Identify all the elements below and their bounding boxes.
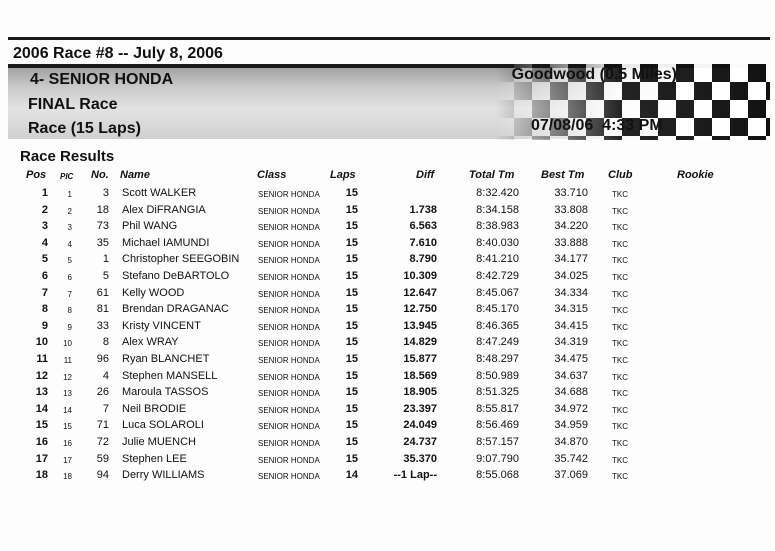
diff-cell: 10.309 (403, 270, 437, 282)
club-cell: TKC (612, 356, 628, 365)
table-row (0, 253, 775, 269)
best-time: 37.069 (554, 469, 588, 482)
number-cell: 71 (96, 419, 109, 432)
driver-name: Luca SOLAROLI (122, 419, 204, 432)
race-time: 4:33 PM (602, 117, 663, 134)
club-cell: TKC (612, 239, 628, 249)
table-row (0, 403, 775, 419)
laps-cell: 15 (345, 369, 358, 382)
club-cell: TKC (612, 372, 628, 382)
class-cell: SENIOR HONDA (258, 223, 320, 233)
laps-cell: 15 (345, 336, 358, 349)
number-cell: 8 (102, 336, 109, 349)
laps-cell: 14 (345, 469, 358, 482)
track-name: Goodwood (0.5 Miles) (511, 66, 677, 83)
number-cell: 1 (102, 253, 109, 266)
best-time: 34.319 (554, 336, 588, 349)
number-cell: 18 (96, 203, 109, 216)
best-time: 33.888 (554, 236, 588, 249)
pos-cell: 6 (41, 270, 48, 282)
best-time: 34.688 (554, 386, 588, 399)
pos-cell: 18 (35, 469, 48, 482)
class-cell: SENIOR HONDA (258, 239, 320, 249)
laps-cell: 15 (345, 436, 358, 448)
diff-cell: 8.790 (409, 253, 437, 266)
pic-cell: 2 (67, 206, 72, 216)
diff-cell: 13.945 (403, 319, 437, 332)
club-cell: TKC (612, 273, 628, 282)
best-time: 33.710 (554, 187, 588, 199)
table-row (0, 336, 775, 352)
best-time: 35.742 (554, 452, 588, 465)
col-pos: Pos (26, 169, 47, 181)
diff-cell: 35.370 (403, 452, 437, 465)
race-date: 07/08/06 (531, 117, 594, 134)
best-time: 34.025 (554, 270, 588, 282)
pos-cell: 3 (41, 220, 48, 233)
total-time: 9:07.790 (476, 452, 519, 465)
class-cell: SENIOR HONDA (258, 289, 320, 299)
class-cell: SENIOR HONDA (258, 273, 320, 282)
col-total: Total Tm (469, 169, 515, 181)
col-laps: Laps (330, 169, 356, 181)
pos-cell: 4 (41, 236, 48, 249)
club-cell: TKC (612, 256, 628, 266)
col-club: Club (608, 169, 633, 181)
club-cell: TKC (612, 439, 628, 448)
total-time: 8:34.158 (476, 203, 519, 216)
pic-cell: 13 (63, 389, 72, 399)
diff-cell: 12.647 (403, 286, 437, 299)
pos-cell: 9 (41, 319, 48, 332)
class-cell: SENIOR HONDA (258, 422, 320, 432)
club-cell: TKC (612, 322, 628, 332)
pic-cell: 3 (67, 223, 72, 233)
class-cell: SENIOR HONDA (258, 372, 320, 382)
race-datetime (531, 117, 663, 135)
class-cell: SENIOR HONDA (258, 322, 320, 332)
pic-cell: 10 (63, 339, 72, 349)
best-time: 33.808 (554, 203, 588, 216)
pos-cell: 15 (35, 419, 48, 432)
laps-cell: 15 (345, 236, 358, 249)
laps-cell: 15 (345, 286, 358, 299)
pos-cell: 13 (35, 386, 48, 399)
laps-cell: 15 (345, 319, 358, 332)
driver-name: Kelly WOOD (122, 286, 185, 299)
table-row (0, 237, 775, 253)
total-time: 8:42.729 (476, 270, 519, 282)
driver-name: Derry WILLIAMS (122, 469, 205, 482)
diff-cell: 1.738 (409, 203, 437, 216)
driver-name: Julie MUENCH (122, 436, 196, 448)
driver-name: Michael IAMUNDI (122, 236, 210, 249)
event-name: 4- SENIOR HONDA (30, 71, 174, 88)
best-time: 34.334 (554, 286, 588, 299)
laps-cell: 15 (345, 203, 358, 216)
pic-cell: 1 (67, 190, 72, 199)
club-cell: TKC (612, 223, 628, 233)
total-time: 8:45.170 (476, 303, 519, 316)
pos-cell: 8 (41, 303, 48, 316)
diff-cell: 14.829 (403, 336, 437, 349)
total-time: 8:50.989 (476, 369, 519, 382)
club-cell: TKC (612, 405, 628, 415)
total-time: 8:55.068 (476, 469, 519, 482)
diff-cell: 23.397 (403, 402, 437, 415)
pic-cell: 16 (63, 439, 72, 448)
table-row (0, 187, 775, 203)
section-title: Race Results (20, 148, 115, 165)
pic-cell: 11 (63, 356, 72, 365)
driver-name: Brendan DRAGANAC (122, 303, 229, 316)
pic-cell: 6 (67, 273, 72, 282)
pos-cell: 10 (35, 336, 48, 349)
diff-cell: 18.905 (403, 386, 437, 399)
pos-cell: 2 (41, 203, 48, 216)
total-time: 8:40.030 (476, 236, 519, 249)
class-cell: SENIOR HONDA (258, 455, 320, 465)
total-time: 8:55.817 (476, 402, 519, 415)
best-time: 34.959 (554, 419, 588, 432)
number-cell: 33 (96, 319, 109, 332)
number-cell: 7 (102, 402, 109, 415)
table-row (0, 287, 775, 303)
table-row (0, 320, 775, 336)
driver-name: Alex WRAY (122, 336, 179, 349)
best-time: 34.415 (554, 319, 588, 332)
driver-name: Alex DiFRANGIA (122, 203, 206, 216)
laps-cell: 15 (345, 386, 358, 399)
pic-cell: 5 (67, 256, 72, 266)
pos-cell: 7 (41, 286, 48, 299)
table-row (0, 419, 775, 435)
club-cell: TKC (612, 389, 628, 399)
pic-cell: 17 (63, 455, 72, 465)
club-cell: TKC (612, 422, 628, 432)
club-cell: TKC (612, 306, 628, 316)
table-row (0, 353, 775, 369)
number-cell: 4 (102, 369, 109, 382)
total-time: 8:51.325 (476, 386, 519, 399)
pic-cell: 7 (67, 289, 72, 299)
table-row (0, 370, 775, 386)
diff-cell: 24.737 (403, 436, 437, 448)
total-time: 8:41.210 (476, 253, 519, 266)
club-cell: TKC (612, 455, 628, 465)
col-pic: PIC (60, 172, 74, 181)
class-cell: SENIOR HONDA (258, 256, 320, 266)
number-cell: 73 (96, 220, 109, 233)
pos-cell: 12 (35, 369, 48, 382)
total-time: 8:38.983 (476, 220, 519, 233)
class-cell: SENIOR HONDA (258, 472, 320, 482)
diff-cell: 24.049 (403, 419, 437, 432)
table-row (0, 220, 775, 236)
total-time: 8:56.469 (476, 419, 519, 432)
class-cell: SENIOR HONDA (258, 439, 320, 448)
number-cell: 3 (102, 187, 109, 199)
best-time: 34.637 (554, 369, 588, 382)
class-cell: SENIOR HONDA (258, 356, 320, 365)
driver-name: Stefano DeBARTOLO (122, 270, 230, 282)
pic-cell: 8 (67, 306, 72, 316)
best-time: 34.475 (554, 353, 588, 365)
best-time: 34.972 (554, 402, 588, 415)
pos-cell: 1 (41, 187, 48, 199)
diff-cell: 15.877 (403, 353, 437, 365)
table-row (0, 204, 775, 220)
club-cell: TKC (612, 190, 628, 199)
number-cell: 61 (96, 286, 109, 299)
table-row (0, 303, 775, 319)
number-cell: 5 (102, 270, 109, 282)
table-row (0, 436, 775, 452)
best-time: 34.870 (554, 436, 588, 448)
class-cell: SENIOR HONDA (258, 190, 320, 199)
best-time: 34.220 (554, 220, 588, 233)
laps-cell: 15 (345, 220, 358, 233)
driver-name: Stephen MANSELL (122, 369, 218, 382)
pos-cell: 11 (36, 353, 48, 365)
pic-cell: 9 (67, 322, 72, 332)
number-cell: 35 (96, 236, 109, 249)
number-cell: 94 (96, 469, 109, 482)
laps-cell: 15 (345, 452, 358, 465)
class-cell: SENIOR HONDA (258, 405, 320, 415)
table-row (0, 453, 775, 469)
number-cell: 81 (96, 303, 109, 316)
laps-cell: 15 (345, 353, 358, 365)
col-name: Name (120, 169, 150, 181)
driver-name: Ryan BLANCHET (122, 353, 210, 365)
driver-name: Maroula TASSOS (122, 386, 209, 399)
laps-cell: 15 (345, 402, 358, 415)
class-cell: SENIOR HONDA (258, 339, 320, 349)
race-laps: Race (15 Laps) (28, 120, 141, 137)
col-rookie: Rookie (677, 169, 714, 181)
club-cell: TKC (612, 206, 628, 216)
diff-cell: 7.610 (409, 236, 437, 249)
table-row (0, 469, 775, 485)
class-cell: SENIOR HONDA (258, 206, 320, 216)
best-time: 34.315 (554, 303, 588, 316)
diff-cell: 6.563 (409, 220, 437, 233)
number-cell: 96 (96, 353, 109, 365)
number-cell: 26 (96, 386, 109, 399)
driver-name: Phil WANG (122, 220, 178, 233)
club-cell: TKC (612, 339, 628, 349)
driver-name: Neil BRODIE (122, 402, 187, 415)
total-time: 8:48.297 (476, 353, 519, 365)
top-rule (8, 37, 770, 40)
driver-name: Kristy VINCENT (122, 319, 201, 332)
laps-cell: 15 (345, 270, 358, 282)
number-cell: 72 (96, 436, 109, 448)
col-best: Best Tm (541, 169, 585, 181)
col-class: Class (257, 169, 287, 181)
diff-cell: 18.569 (403, 369, 437, 382)
pic-cell: 4 (67, 239, 72, 249)
col-diff: Diff (416, 169, 435, 181)
total-time: 8:47.249 (476, 336, 519, 349)
pic-cell: 18 (63, 472, 72, 482)
total-time: 8:45.067 (476, 286, 519, 299)
table-row (0, 386, 775, 402)
table-row (0, 270, 775, 286)
pic-cell: 12 (63, 372, 72, 382)
driver-name: Stephen LEE (122, 452, 187, 465)
diff-cell: 12.750 (403, 303, 437, 316)
total-time: 8:46.365 (476, 319, 519, 332)
best-time: 34.177 (554, 253, 588, 266)
pos-cell: 5 (41, 253, 48, 266)
round-name: FINAL Race (28, 96, 118, 113)
number-cell: 59 (96, 452, 109, 465)
pic-cell: 15 (63, 422, 72, 432)
col-no: No. (91, 169, 109, 181)
total-time: 8:57.157 (476, 436, 519, 448)
pos-cell: 17 (35, 452, 48, 465)
total-time: 8:32.420 (476, 187, 519, 199)
laps-cell: 15 (345, 253, 358, 266)
club-cell: TKC (612, 472, 628, 482)
diff-cell: --1 Lap-- (393, 469, 437, 482)
race-title: 2006 Race #8 -- July 8, 2006 (13, 45, 223, 62)
class-cell: SENIOR HONDA (258, 306, 320, 316)
club-cell: TKC (612, 289, 628, 299)
pic-cell: 14 (63, 405, 72, 415)
driver-name: Scott WALKER (122, 187, 197, 199)
class-cell: SENIOR HONDA (258, 389, 320, 399)
driver-name: Christopher SEEGOBIN (122, 253, 240, 266)
pos-cell: 14 (35, 402, 48, 415)
laps-cell: 15 (345, 419, 358, 432)
pos-cell: 16 (35, 436, 48, 448)
laps-cell: 15 (345, 303, 358, 316)
laps-cell: 15 (345, 187, 358, 199)
